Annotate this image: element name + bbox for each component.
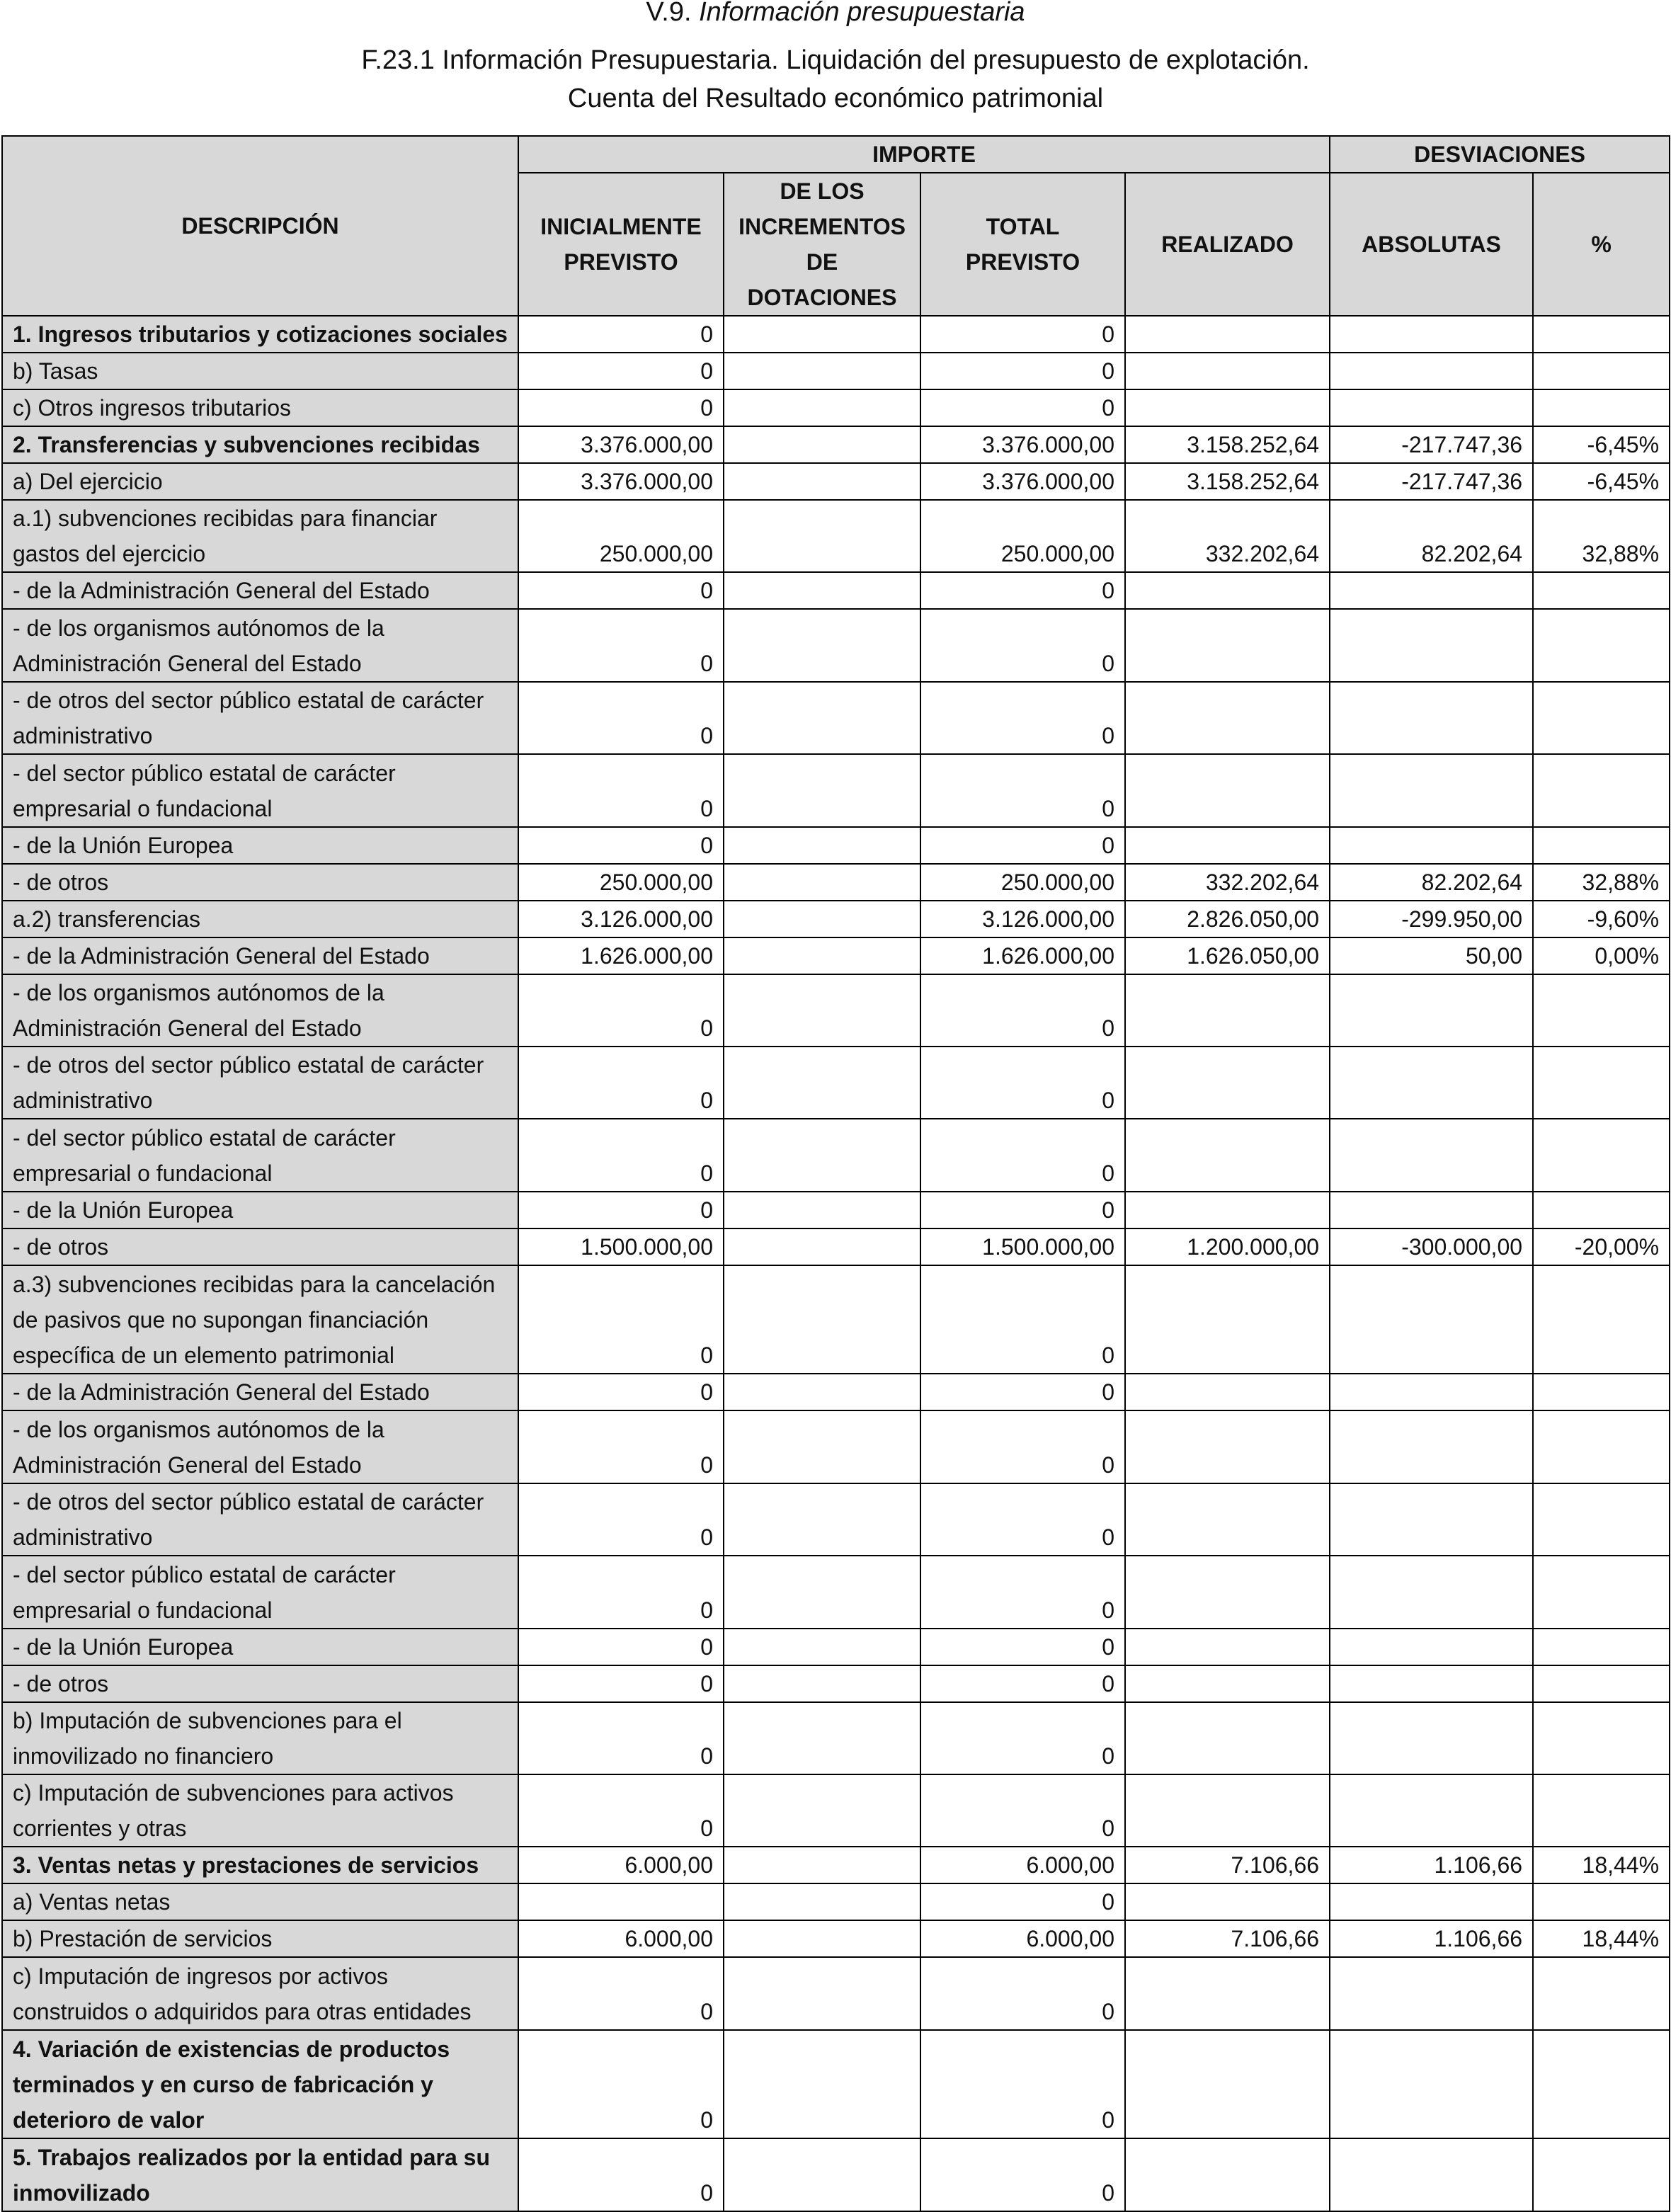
header-total-previsto: TOTAL PREVISTO [920,173,1125,316]
cell-realizado: 7.106,66 [1125,1847,1330,1883]
cell-realizado: 3.158.252,64 [1125,426,1330,463]
table-row [2,1483,1670,1556]
cell-desviacion-absoluta [1330,316,1533,353]
cell-incrementos-dotaciones [724,682,920,754]
cell-total-previsto: 0 [920,682,1125,754]
cell-realizado [1125,2138,1330,2211]
section-heading [0,0,1671,28]
table-row [2,1702,1670,1774]
cell-desviacion-absoluta [1330,1047,1533,1119]
cell-incrementos-dotaciones [724,609,920,681]
row-description: b) Prestación de servicios [2,1920,518,1957]
cell-realizado: 1.626.050,00 [1125,937,1330,974]
row-description: - de la Administración General del Estado [2,937,518,974]
table-row [2,1410,1670,1483]
cell-realizado [1125,389,1330,426]
row-description: - del sector público estatal de carácter empresarial o fundacional [2,1556,518,1628]
table-row [2,901,1670,937]
cell-realizado [1125,1483,1330,1556]
cell-desviacion-porcentaje: 18,44% [1533,1847,1670,1883]
table-row [2,937,1670,974]
table-row [2,1957,1670,2029]
cell-total-previsto: 0 [920,1374,1125,1410]
cell-inicialmente-previsto: 0 [518,1665,724,1702]
cell-desviacion-porcentaje [1533,1957,1670,2029]
cell-realizado [1125,1119,1330,1191]
cell-total-previsto: 0 [920,1702,1125,1774]
cell-desviacion-porcentaje [1533,1629,1670,1665]
table-body [2,316,1670,2211]
table-row [2,1374,1670,1410]
row-description: - de la Administración General del Estado [2,572,518,609]
cell-inicialmente-previsto: 0 [518,1265,724,1374]
table-row [2,1847,1670,1883]
cell-total-previsto: 0 [920,827,1125,864]
cell-desviacion-absoluta [1330,572,1533,609]
cell-desviacion-porcentaje: -9,60% [1533,901,1670,937]
cell-desviacion-absoluta [1330,1774,1533,1847]
cell-desviacion-absoluta [1330,754,1533,826]
header-porcentaje: % [1533,173,1670,316]
budget-table [1,135,1670,2212]
table-row [2,1265,1670,1374]
row-description: c) Imputación de ingresos por activos construidos o adquiridos para otras entidades [2,1957,518,2029]
cell-total-previsto: 0 [920,1957,1125,2029]
cell-inicialmente-previsto: 0 [518,1192,724,1228]
cell-inicialmente-previsto: 1.626.000,00 [518,937,724,974]
table-row [2,827,1670,864]
cell-incrementos-dotaciones [724,901,920,937]
cell-incrementos-dotaciones [724,1047,920,1119]
table-row [2,682,1670,754]
row-description: - de los organismos autónomos de la Administración General del Estado [2,609,518,681]
header-descripcion: DESCRIPCIÓN [2,136,518,316]
row-description: - de los organismos autónomos de la Administración General del Estado [2,974,518,1047]
cell-incrementos-dotaciones [724,1374,920,1410]
cell-total-previsto: 0 [920,1629,1125,1665]
cell-realizado [1125,2030,1330,2139]
cell-realizado: 332.202,64 [1125,864,1330,901]
table-row [2,1556,1670,1628]
cell-total-previsto: 3.126.000,00 [920,901,1125,937]
cell-desviacion-absoluta [1330,1665,1533,1702]
cell-inicialmente-previsto: 0 [518,682,724,754]
table-row [2,2138,1670,2211]
cell-incrementos-dotaciones [724,864,920,901]
cell-desviacion-absoluta [1330,353,1533,389]
cell-total-previsto: 0 [920,1665,1125,1702]
cell-incrementos-dotaciones [724,937,920,974]
cell-inicialmente-previsto: 0 [518,609,724,681]
cell-desviacion-porcentaje [1533,1556,1670,1628]
row-description: - de otros [2,1228,518,1265]
cell-incrementos-dotaciones [724,500,920,572]
cell-realizado [1125,1556,1330,1628]
cell-total-previsto: 250.000,00 [920,864,1125,901]
cell-total-previsto: 250.000,00 [920,500,1125,572]
table-row [2,1629,1670,1665]
section-prefix: V.9. [646,0,692,27]
cell-desviacion-absoluta [1330,1265,1533,1374]
cell-inicialmente-previsto: 0 [518,754,724,826]
cell-inicialmente-previsto: 0 [518,1957,724,2029]
table-row [2,500,1670,572]
row-description: - de la Administración General del Estado [2,1374,518,1410]
cell-incrementos-dotaciones [724,1265,920,1374]
cell-desviacion-absoluta: 50,00 [1330,937,1533,974]
cell-inicialmente-previsto: 6.000,00 [518,1847,724,1883]
cell-desviacion-porcentaje [1533,2138,1670,2211]
cell-inicialmente-previsto: 0 [518,316,724,353]
cell-desviacion-absoluta [1330,1556,1533,1628]
table-row [2,754,1670,826]
cell-desviacion-absoluta: 82.202,64 [1330,864,1533,901]
cell-inicialmente-previsto: 0 [518,2138,724,2211]
cell-inicialmente-previsto: 0 [518,974,724,1047]
cell-desviacion-absoluta [1330,1410,1533,1483]
cell-realizado [1125,1883,1330,1920]
row-description: a.1) subvenciones recibidas para financiar gastos del ejercicio [2,500,518,572]
cell-total-previsto: 0 [920,572,1125,609]
cell-desviacion-absoluta: -299.950,00 [1330,901,1533,937]
cell-desviacion-porcentaje [1533,609,1670,681]
cell-desviacion-porcentaje [1533,572,1670,609]
table-row [2,426,1670,463]
cell-inicialmente-previsto: 0 [518,1483,724,1556]
cell-incrementos-dotaciones [724,353,920,389]
cell-realizado: 7.106,66 [1125,1920,1330,1957]
cell-inicialmente-previsto: 3.126.000,00 [518,901,724,937]
table-row [2,1920,1670,1957]
cell-incrementos-dotaciones [724,572,920,609]
header-incrementos-dotaciones: DE LOS INCREMENTOS DE DOTACIONES [724,173,920,316]
table-row [2,974,1670,1047]
cell-desviacion-absoluta [1330,1119,1533,1191]
row-description: - del sector público estatal de carácter empresarial o fundacional [2,1119,518,1191]
row-description: 3. Ventas netas y prestaciones de servicios [2,1847,518,1883]
cell-total-previsto: 0 [920,1483,1125,1556]
cell-realizado [1125,1192,1330,1228]
cell-realizado [1125,1774,1330,1847]
cell-total-previsto: 0 [920,353,1125,389]
cell-desviacion-porcentaje: 0,00% [1533,937,1670,974]
table-row [2,316,1670,353]
row-description: 4. Variación de existencias de productos terminados y en curso de fabricación y deterioro de valor [2,2030,518,2139]
row-description: a) Del ejercicio [2,463,518,500]
cell-incrementos-dotaciones [724,2138,920,2211]
cell-incrementos-dotaciones [724,1629,920,1665]
cell-total-previsto: 0 [920,389,1125,426]
header-realizado: REALIZADO [1125,173,1330,316]
cell-realizado [1125,609,1330,681]
cell-desviacion-porcentaje [1533,1374,1670,1410]
row-description: a) Ventas netas [2,1883,518,1920]
cell-desviacion-absoluta [1330,389,1533,426]
cell-realizado: 3.158.252,64 [1125,463,1330,500]
cell-total-previsto: 3.376.000,00 [920,426,1125,463]
row-description: 2. Transferencias y subvenciones recibidas [2,426,518,463]
cell-inicialmente-previsto: 0 [518,1629,724,1665]
cell-total-previsto: 1.626.000,00 [920,937,1125,974]
cell-desviacion-porcentaje: 18,44% [1533,1920,1670,1957]
table-row [2,1119,1670,1191]
cell-desviacion-porcentaje [1533,827,1670,864]
cell-incrementos-dotaciones [724,1192,920,1228]
cell-total-previsto: 0 [920,316,1125,353]
cell-desviacion-absoluta [1330,1629,1533,1665]
cell-desviacion-porcentaje [1533,1883,1670,1920]
cell-realizado [1125,682,1330,754]
row-description: - de otros del sector público estatal de carácter administrativo [2,682,518,754]
cell-incrementos-dotaciones [724,2030,920,2139]
table-row [2,1192,1670,1228]
cell-incrementos-dotaciones [724,1883,920,1920]
cell-desviacion-porcentaje [1533,353,1670,389]
cell-incrementos-dotaciones [724,1119,920,1191]
table-row [2,609,1670,681]
cell-inicialmente-previsto: 0 [518,1119,724,1191]
cell-incrementos-dotaciones [724,316,920,353]
cell-realizado [1125,316,1330,353]
row-description: 1. Ingresos tributarios y cotizaciones sociales [2,316,518,353]
cell-desviacion-porcentaje [1533,1119,1670,1191]
cell-desviacion-absoluta [1330,1192,1533,1228]
cell-inicialmente-previsto: 0 [518,1374,724,1410]
cell-incrementos-dotaciones [724,754,920,826]
cell-incrementos-dotaciones [724,1228,920,1265]
cell-inicialmente-previsto: 0 [518,353,724,389]
cell-realizado [1125,1047,1330,1119]
cell-desviacion-porcentaje [1533,974,1670,1047]
cell-realizado: 332.202,64 [1125,500,1330,572]
cell-incrementos-dotaciones [724,1774,920,1847]
cell-desviacion-absoluta [1330,1702,1533,1774]
report-title-line2: Cuenta del Resultado económico patrimonial [567,84,1104,113]
cell-total-previsto: 0 [920,1119,1125,1191]
cell-desviacion-porcentaje: 32,88% [1533,500,1670,572]
cell-incrementos-dotaciones [724,1665,920,1702]
cell-desviacion-porcentaje [1533,1410,1670,1483]
cell-desviacion-absoluta: -300.000,00 [1330,1228,1533,1265]
header-desviaciones: DESVIACIONES [1330,136,1670,173]
cell-total-previsto: 0 [920,1410,1125,1483]
cell-incrementos-dotaciones [724,1957,920,2029]
cell-inicialmente-previsto: 3.376.000,00 [518,463,724,500]
header-inicialmente-previsto: INICIALMENTE PREVISTO [518,173,724,316]
cell-desviacion-absoluta [1330,1374,1533,1410]
cell-realizado [1125,1629,1330,1665]
cell-desviacion-absoluta [1330,1883,1533,1920]
cell-total-previsto: 0 [920,1556,1125,1628]
row-description: a.3) subvenciones recibidas para la cancelación de pasivos que no supongan financiación específica de un elemento patrimonial [2,1265,518,1374]
cell-inicialmente-previsto: 250.000,00 [518,864,724,901]
cell-desviacion-absoluta: 82.202,64 [1330,500,1533,572]
row-description: - de otros [2,1665,518,1702]
cell-inicialmente-previsto: 0 [518,2030,724,2139]
row-description: - de la Unión Europea [2,1629,518,1665]
cell-realizado [1125,974,1330,1047]
cell-desviacion-absoluta [1330,2138,1533,2211]
cell-desviacion-porcentaje: 32,88% [1533,864,1670,901]
cell-inicialmente-previsto [518,1883,724,1920]
cell-desviacion-absoluta [1330,1483,1533,1556]
report-title-line1: F.23.1 Información Presupuestaria. Liquidación del presupuesto de explotación. [361,45,1310,75]
cell-desviacion-porcentaje [1533,682,1670,754]
cell-desviacion-porcentaje [1533,316,1670,353]
row-description: - de la Unión Europea [2,827,518,864]
cell-incrementos-dotaciones [724,974,920,1047]
cell-incrementos-dotaciones [724,1483,920,1556]
cell-total-previsto: 0 [920,1774,1125,1847]
table-row [2,353,1670,389]
section-title: Información presupuestaria [699,0,1025,27]
cell-total-previsto: 0 [920,1883,1125,1920]
row-description: - de los organismos autónomos de la Administración General del Estado [2,1410,518,1483]
cell-inicialmente-previsto: 0 [518,1556,724,1628]
cell-inicialmente-previsto: 6.000,00 [518,1920,724,1957]
table-row [2,1665,1670,1702]
cell-desviacion-absoluta [1330,974,1533,1047]
table-row [2,389,1670,426]
cell-realizado [1125,827,1330,864]
cell-desviacion-absoluta [1330,682,1533,754]
cell-incrementos-dotaciones [724,1556,920,1628]
cell-desviacion-absoluta: 1.106,66 [1330,1920,1533,1957]
row-description: - de otros del sector público estatal de carácter administrativo [2,1483,518,1556]
cell-incrementos-dotaciones [724,827,920,864]
cell-incrementos-dotaciones [724,426,920,463]
cell-desviacion-absoluta: 1.106,66 [1330,1847,1533,1883]
cell-desviacion-absoluta: -217.747,36 [1330,426,1533,463]
cell-realizado: 2.826.050,00 [1125,901,1330,937]
cell-desviacion-porcentaje [1533,1047,1670,1119]
cell-desviacion-porcentaje [1533,1483,1670,1556]
cell-inicialmente-previsto: 3.376.000,00 [518,426,724,463]
row-description: - de la Unión Europea [2,1192,518,1228]
cell-desviacion-porcentaje [1533,1774,1670,1847]
cell-desviacion-porcentaje [1533,1702,1670,1774]
table-row [2,1774,1670,1847]
cell-total-previsto: 0 [920,1265,1125,1374]
cell-desviacion-absoluta [1330,609,1533,681]
row-description: c) Imputación de subvenciones para activos corrientes y otras [2,1774,518,1847]
cell-inicialmente-previsto: 250.000,00 [518,500,724,572]
cell-realizado [1125,1410,1330,1483]
cell-incrementos-dotaciones [724,1702,920,1774]
cell-realizado [1125,1265,1330,1374]
row-description: - del sector público estatal de carácter empresarial o fundacional [2,754,518,826]
cell-desviacion-porcentaje [1533,754,1670,826]
cell-total-previsto: 3.376.000,00 [920,463,1125,500]
cell-total-previsto: 0 [920,609,1125,681]
cell-desviacion-porcentaje [1533,1265,1670,1374]
cell-realizado [1125,1374,1330,1410]
cell-incrementos-dotaciones [724,1920,920,1957]
cell-realizado [1125,754,1330,826]
table-row [2,2030,1670,2139]
cell-incrementos-dotaciones [724,389,920,426]
cell-realizado [1125,1665,1330,1702]
cell-desviacion-porcentaje [1533,1665,1670,1702]
cell-desviacion-absoluta [1330,827,1533,864]
cell-realizado [1125,353,1330,389]
cell-desviacion-absoluta [1330,2030,1533,2139]
cell-total-previsto: 6.000,00 [920,1920,1125,1957]
header-absolutas: ABSOLUTAS [1330,173,1533,316]
cell-total-previsto: 0 [920,754,1125,826]
cell-incrementos-dotaciones [724,463,920,500]
cell-desviacion-porcentaje: -6,45% [1533,426,1670,463]
cell-desviacion-porcentaje [1533,2030,1670,2139]
cell-total-previsto: 0 [920,2138,1125,2211]
table-row [2,1883,1670,1920]
cell-total-previsto: 0 [920,1192,1125,1228]
cell-inicialmente-previsto: 0 [518,572,724,609]
cell-total-previsto: 1.500.000,00 [920,1228,1125,1265]
row-description: b) Tasas [2,353,518,389]
cell-incrementos-dotaciones [724,1410,920,1483]
cell-inicialmente-previsto: 0 [518,1702,724,1774]
cell-inicialmente-previsto: 0 [518,389,724,426]
cell-inicialmente-previsto: 1.500.000,00 [518,1228,724,1265]
cell-desviacion-porcentaje: -6,45% [1533,463,1670,500]
table-row [2,1047,1670,1119]
header-importe: IMPORTE [518,136,1330,173]
cell-realizado: 1.200.000,00 [1125,1228,1330,1265]
row-description: - de otros [2,864,518,901]
cell-desviacion-porcentaje [1533,389,1670,426]
cell-realizado [1125,572,1330,609]
table-row [2,1228,1670,1265]
cell-total-previsto: 0 [920,974,1125,1047]
cell-inicialmente-previsto: 0 [518,1774,724,1847]
cell-desviacion-absoluta: -217.747,36 [1330,463,1533,500]
cell-incrementos-dotaciones [724,1847,920,1883]
row-description: b) Imputación de subvenciones para el inmovilizado no financiero [2,1702,518,1774]
row-description: - de otros del sector público estatal de carácter administrativo [2,1047,518,1119]
cell-realizado [1125,1702,1330,1774]
cell-inicialmente-previsto: 0 [518,1410,724,1483]
cell-inicialmente-previsto: 0 [518,827,724,864]
cell-total-previsto: 6.000,00 [920,1847,1125,1883]
table-row [2,463,1670,500]
row-description: a.2) transferencias [2,901,518,937]
table-row [2,572,1670,609]
cell-desviacion-porcentaje: -20,00% [1533,1228,1670,1265]
row-description: 5. Trabajos realizados por la entidad para su inmovilizado [2,2138,518,2211]
table-row [2,864,1670,901]
cell-desviacion-absoluta [1330,1957,1533,2029]
cell-total-previsto: 0 [920,2030,1125,2139]
row-description: c) Otros ingresos tributarios [2,389,518,426]
cell-realizado [1125,1957,1330,2029]
cell-desviacion-porcentaje [1533,1192,1670,1228]
cell-total-previsto: 0 [920,1047,1125,1119]
cell-inicialmente-previsto: 0 [518,1047,724,1119]
